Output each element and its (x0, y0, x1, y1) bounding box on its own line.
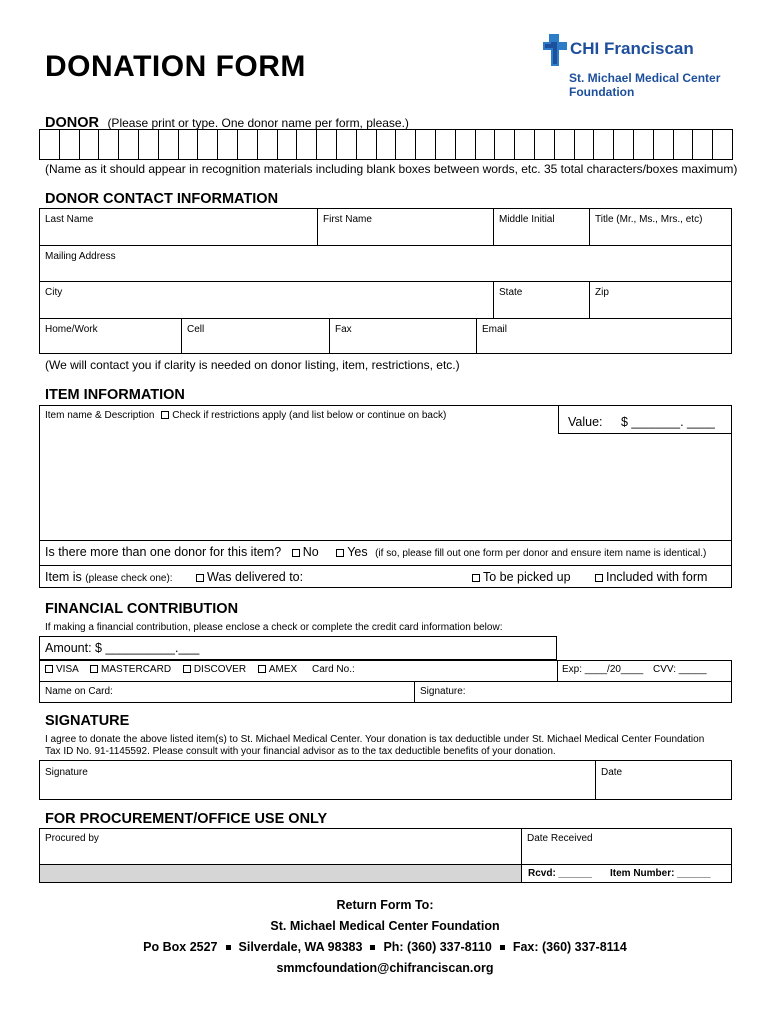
donor-char-box[interactable] (395, 129, 416, 160)
no-label: No (302, 545, 319, 559)
home-work-phone-field[interactable]: Home/Work (45, 324, 98, 335)
financial-instruction: If making a financial contribution, please enclose a check or complete the credit card information below: (45, 622, 503, 633)
donor-char-box[interactable] (79, 129, 100, 160)
footer-city: Silverdale, WA 98383 (238, 940, 363, 954)
first-name-field[interactable]: First Name (323, 214, 372, 225)
agreement-text-1: I agree to donate the above listed item(s) to St. Michael Medical Center. Your donation is tax deductible under St. Michael Medical Center Foundation (45, 734, 705, 745)
included-option[interactable] (595, 570, 707, 584)
expiration-field[interactable]: Exp: ____/20____ (562, 664, 644, 675)
donor-heading: DONOR (45, 115, 99, 131)
discover-label: DISCOVER (193, 664, 247, 675)
logo-name: CHI Franciscan (570, 39, 694, 58)
no-checkbox[interactable] (292, 549, 300, 557)
item-heading: ITEM INFORMATION (45, 387, 185, 403)
signature-field[interactable]: Signature (45, 767, 88, 778)
donor-char-box[interactable] (257, 129, 278, 160)
multiple-donor-row (45, 545, 706, 559)
donor-boxes-note: (Name as it should appear in recognition materials including blank boxes between words, etc. 35 total characters/boxes maximum) (45, 162, 738, 176)
yes-checkbox[interactable] (336, 549, 344, 557)
name-on-card-field[interactable]: Name on Card: (45, 686, 113, 697)
footer-po-box: Po Box 2527 (143, 940, 218, 954)
donor-char-box[interactable] (435, 129, 456, 160)
picked-up-option[interactable] (472, 570, 571, 584)
donor-char-box[interactable] (217, 129, 238, 160)
donor-char-box[interactable] (574, 129, 595, 160)
logo (540, 33, 740, 103)
check-one-note: (please check one): (85, 573, 173, 584)
donor-instruction: (Please print or type. One donor name per form, please.) (107, 116, 409, 130)
discover-checkbox[interactable] (183, 665, 191, 673)
contact-note: (We will contact you if clarity is needed on donor listing, item, restrictions, etc.) (45, 358, 460, 372)
donor-char-box[interactable] (692, 129, 713, 160)
item-number-field[interactable]: Item Number: ______ (610, 868, 711, 879)
bullet-icon (226, 945, 231, 950)
financial-heading: FINANCIAL CONTRIBUTION (45, 601, 239, 617)
mastercard-checkbox[interactable] (90, 665, 98, 673)
item-name-label: Item name & Description (45, 410, 155, 421)
mastercard-label: MASTERCARD (101, 664, 172, 675)
agreement-text-2: Tax ID No. 91-1145592. Please consult with your financial advisor as to the tax deductible benefits of your donation. (45, 746, 556, 757)
page-title: DONATION FORM (45, 50, 306, 83)
procured-by-field[interactable]: Procured by (45, 833, 99, 844)
donor-char-box[interactable] (633, 129, 654, 160)
footer-return-to: Return Form To: (336, 898, 434, 912)
restrictions-checkbox[interactable] (161, 411, 169, 419)
middle-initial-field[interactable]: Middle Initial (499, 214, 555, 225)
item-is-label (45, 570, 173, 584)
donor-char-box[interactable] (593, 129, 614, 160)
donor-char-box[interactable] (138, 129, 159, 160)
visa-label: VISA (56, 664, 79, 675)
signature-heading: SIGNATURE (45, 713, 130, 729)
included-checkbox[interactable] (595, 574, 603, 582)
delivered-option[interactable] (196, 570, 303, 584)
mailing-address-field[interactable]: Mailing Address (45, 251, 116, 262)
card-number-field[interactable]: Card No.: (311, 664, 355, 675)
donor-char-box[interactable] (336, 129, 357, 160)
chi-cross-icon (540, 33, 568, 67)
donor-char-box[interactable] (514, 129, 535, 160)
delivered-label: Was delivered to: (207, 570, 304, 584)
donor-char-box[interactable] (237, 129, 258, 160)
date-received-field[interactable]: Date Received (527, 833, 593, 844)
footer-email[interactable]: smmcfoundation@chifranciscan.org (276, 961, 494, 975)
rcvd-field[interactable]: Rcvd: ______ (528, 868, 592, 879)
item-is-text: Item is (45, 570, 82, 584)
donor-char-box[interactable] (39, 129, 60, 160)
amex-label: AMEX (268, 664, 298, 675)
item-description-field[interactable] (45, 410, 446, 421)
footer-phone: Ph: (360) 337-8110 (383, 940, 492, 954)
donor-char-box[interactable] (356, 129, 377, 160)
zip-field[interactable]: Zip (595, 287, 609, 298)
if-so-note: (if so, please fill out one form per donor and ensure item name is identical.) (375, 548, 707, 559)
delivered-checkbox[interactable] (196, 574, 204, 582)
donor-char-box[interactable] (455, 129, 476, 160)
value-blank: $ _______. ____ (621, 415, 715, 429)
date-field[interactable]: Date (601, 767, 623, 778)
card-signature-field[interactable]: Signature: (420, 686, 466, 697)
donor-char-box[interactable] (178, 129, 199, 160)
donor-char-box[interactable] (158, 129, 179, 160)
footer-contact-line (0, 940, 770, 954)
footer-org-name: St. Michael Medical Center Foundation (270, 919, 500, 933)
donor-char-box[interactable] (613, 129, 634, 160)
bullet-icon (500, 945, 505, 950)
donor-char-box[interactable] (653, 129, 674, 160)
city-field[interactable]: City (45, 287, 63, 298)
office-shaded-area (40, 865, 521, 882)
donor-char-box[interactable] (554, 129, 575, 160)
last-name-field[interactable]: Last Name (45, 214, 94, 225)
office-heading: FOR PROCUREMENT/OFFICE USE ONLY (45, 811, 328, 827)
donor-char-box[interactable] (673, 129, 694, 160)
bullet-icon (370, 945, 375, 950)
donor-char-box[interactable] (494, 129, 515, 160)
donor-char-box[interactable] (98, 129, 119, 160)
email-field[interactable]: Email (482, 324, 508, 335)
restrictions-label: Check if restrictions apply (and list below or continue on back) (172, 410, 447, 421)
donor-char-box[interactable] (277, 129, 298, 160)
cvv-field[interactable]: CVV: _____ (653, 664, 707, 675)
title-field[interactable]: Title (Mr., Ms., Mrs., etc) (595, 214, 703, 225)
amex-checkbox[interactable] (258, 665, 266, 673)
visa-checkbox[interactable] (45, 665, 53, 673)
card-type-row (45, 664, 355, 675)
donor-char-box[interactable] (475, 129, 496, 160)
donor-char-box[interactable] (296, 129, 317, 160)
donor-char-box[interactable] (376, 129, 397, 160)
logo-subtitle: St. Michael Medical Center (569, 71, 721, 85)
yes-label: Yes (347, 545, 368, 559)
signature-table (39, 760, 732, 800)
donor-char-box[interactable] (316, 129, 337, 160)
picked-up-label: To be picked up (483, 570, 571, 584)
fax-field[interactable]: Fax (335, 324, 352, 335)
footer-fax: Fax: (360) 337-8114 (512, 940, 627, 954)
state-field[interactable]: State (499, 287, 523, 298)
donor-char-box[interactable] (712, 129, 733, 160)
logo-subtitle-2: Foundation (569, 85, 635, 99)
donor-name-boxes[interactable] (39, 129, 732, 160)
donor-char-box[interactable] (59, 129, 80, 160)
donor-char-box[interactable] (415, 129, 436, 160)
multiple-donor-question: Is there more than one donor for this item? (45, 545, 282, 559)
amount-label: Amount: $ __________.___ (45, 641, 200, 655)
donor-char-box[interactable] (118, 129, 139, 160)
donor-char-box[interactable] (534, 129, 555, 160)
contact-heading: DONOR CONTACT INFORMATION (45, 191, 279, 207)
donor-char-box[interactable] (197, 129, 218, 160)
value-label: Value: (568, 415, 603, 429)
picked-up-checkbox[interactable] (472, 574, 480, 582)
included-label: Included with form (606, 570, 708, 584)
cell-phone-field[interactable]: Cell (187, 324, 205, 335)
